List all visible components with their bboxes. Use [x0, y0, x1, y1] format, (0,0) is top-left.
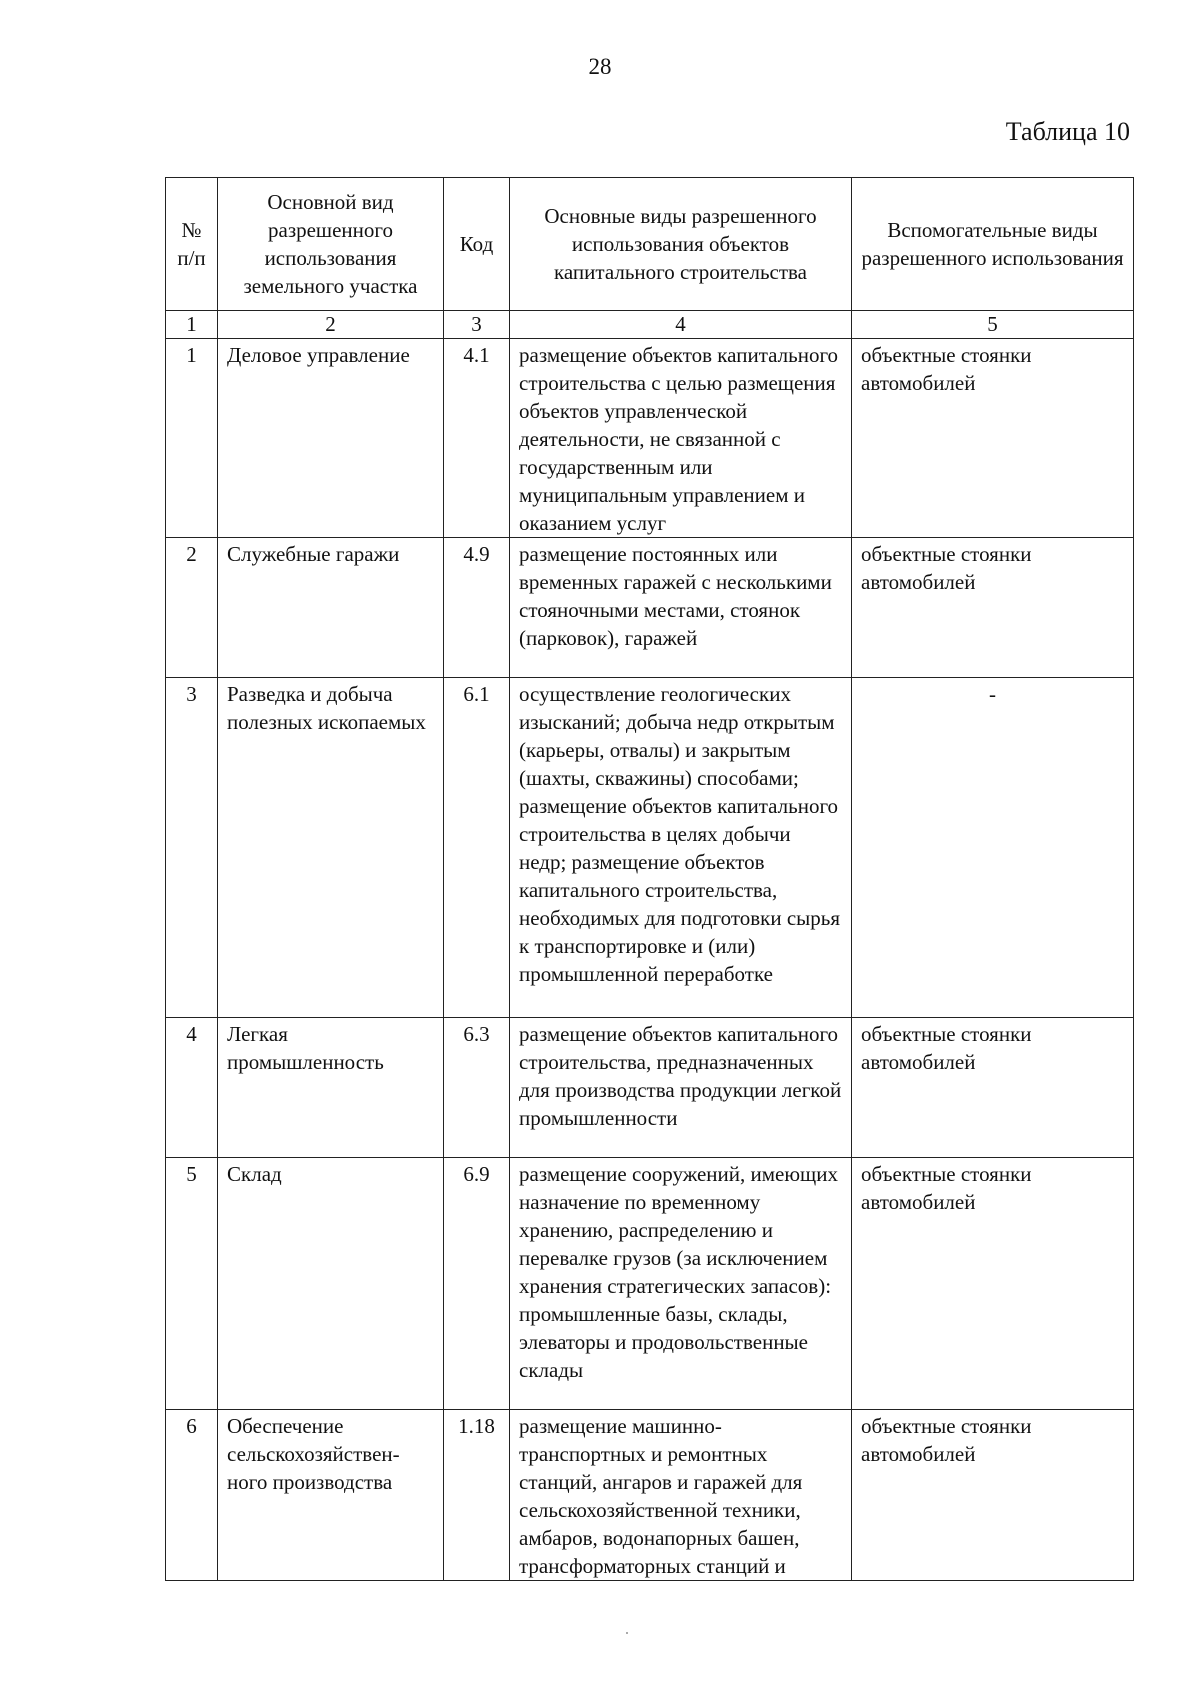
table-header-row [166, 178, 1134, 311]
construction-description-text: осуществление геологических изысканий; добыча недр открытым (карьеры, отвалы) и закрытым (шахты, скважины) способами; размещение объектов капитального строительства в целях добычи недр; размещение объектов капитального строительства, необходимых для подготовки сырья к транспортировке и (или) промышленной переработке [519, 682, 840, 986]
auxiliary-use-text: объектные стоянки автомобилей [861, 1022, 1032, 1074]
land-use-type-text: Разведка и добыча полезных ископаемых [227, 682, 426, 734]
use-code: 4.1 [444, 339, 510, 538]
construction-description-text: размещение машинно-транспортных и ремонтных станций, ангаров и гаражей для сельскохозяйственной техники, амбаров, водонапорных башен, трансформаторных станций и [519, 1414, 803, 1578]
land-use-type-text: Служебные гаражи [227, 542, 400, 566]
table-row [166, 538, 1134, 678]
land-use-type [218, 1158, 444, 1410]
use-code: 1.18 [444, 1410, 510, 1581]
land-use-type-text: Обеспечение сельскохозяйствен-ного производства [227, 1414, 400, 1494]
land-use-type-text: Легкая промышленность [227, 1022, 384, 1074]
auxiliary-use-text: объектные стоянки автомобилей [861, 542, 1032, 594]
land-use-type-text: Склад [227, 1162, 282, 1186]
use-code: 6.9 [444, 1158, 510, 1410]
auxiliary-use [852, 1410, 1134, 1581]
construction-description [510, 1018, 852, 1158]
row-number: 4 [166, 1018, 218, 1158]
construction-description-text: размещение объектов капитального строительства, предназначенных для производства продукции легкой промышленности [519, 1022, 842, 1130]
page-number: 28 [588, 54, 612, 79]
scan-speck [626, 1632, 628, 1634]
construction-description-text: размещение сооружений, имеющих назначение по временному хранению, распределению и перевалке грузов (за исключением хранения стратегических запасов): промышленные базы, склады, элеваторы и продовольственные склады [519, 1162, 838, 1382]
auxiliary-use-text: объектные стоянки автомобилей [861, 343, 1032, 395]
land-use-type-text: Деловое управление [227, 343, 410, 367]
column-number-row [166, 311, 1134, 339]
land-use-type [218, 1018, 444, 1158]
auxiliary-use [852, 1158, 1134, 1410]
use-code: 6.3 [444, 1018, 510, 1158]
land-use-table [165, 177, 1134, 1581]
row-number: 1 [166, 339, 218, 538]
row-number: 3 [166, 678, 218, 1018]
column-number: 3 [444, 311, 510, 339]
construction-description [510, 1410, 852, 1581]
column-number: 2 [218, 311, 444, 339]
table-row [166, 678, 1134, 1018]
use-code: 4.9 [444, 538, 510, 678]
header-construction-types: Основные виды разрешенного использования объектов капитального строительства [510, 178, 852, 311]
column-number: 5 [852, 311, 1134, 339]
auxiliary-use [852, 678, 1134, 1018]
header-code: Код [444, 178, 510, 311]
table-row [166, 1410, 1134, 1581]
column-number: 4 [510, 311, 852, 339]
auxiliary-use-text: объектные стоянки автомобилей [861, 1162, 1032, 1214]
construction-description [510, 538, 852, 678]
construction-description-text: размещение постоянных или временных гаражей с несколькими стояночными местами, стоянок (парковок), гаражей [519, 542, 832, 650]
construction-description [510, 678, 852, 1018]
column-number: 1 [166, 311, 218, 339]
land-use-type [218, 678, 444, 1018]
auxiliary-use [852, 538, 1134, 678]
table-row [166, 339, 1134, 538]
use-code: 6.1 [444, 678, 510, 1018]
header-main-type: Основной вид разрешенного использования земельного участка [218, 178, 444, 311]
header-auxiliary-types: Вспомогательные виды разрешенного использования [852, 178, 1134, 311]
land-use-type [218, 339, 444, 538]
table-caption: Таблица 10 [1005, 117, 1130, 146]
land-use-type [218, 538, 444, 678]
land-use-type [218, 1410, 444, 1581]
header-number: № п/п [166, 178, 218, 311]
construction-description-text: размещение объектов капитального строительства с целью размещения объектов управленческой деятельности, не связанной с государственным или муниципальным управлением и оказанием услуг [519, 343, 839, 535]
construction-description [510, 1158, 852, 1410]
row-number: 2 [166, 538, 218, 678]
auxiliary-use [852, 339, 1134, 538]
auxiliary-use-text: - [989, 682, 996, 706]
auxiliary-use [852, 1018, 1134, 1158]
row-number: 6 [166, 1410, 218, 1581]
row-number: 5 [166, 1158, 218, 1410]
table-row [166, 1018, 1134, 1158]
auxiliary-use-text: объектные стоянки автомобилей [861, 1414, 1032, 1466]
construction-description [510, 339, 852, 538]
table-row [166, 1158, 1134, 1410]
